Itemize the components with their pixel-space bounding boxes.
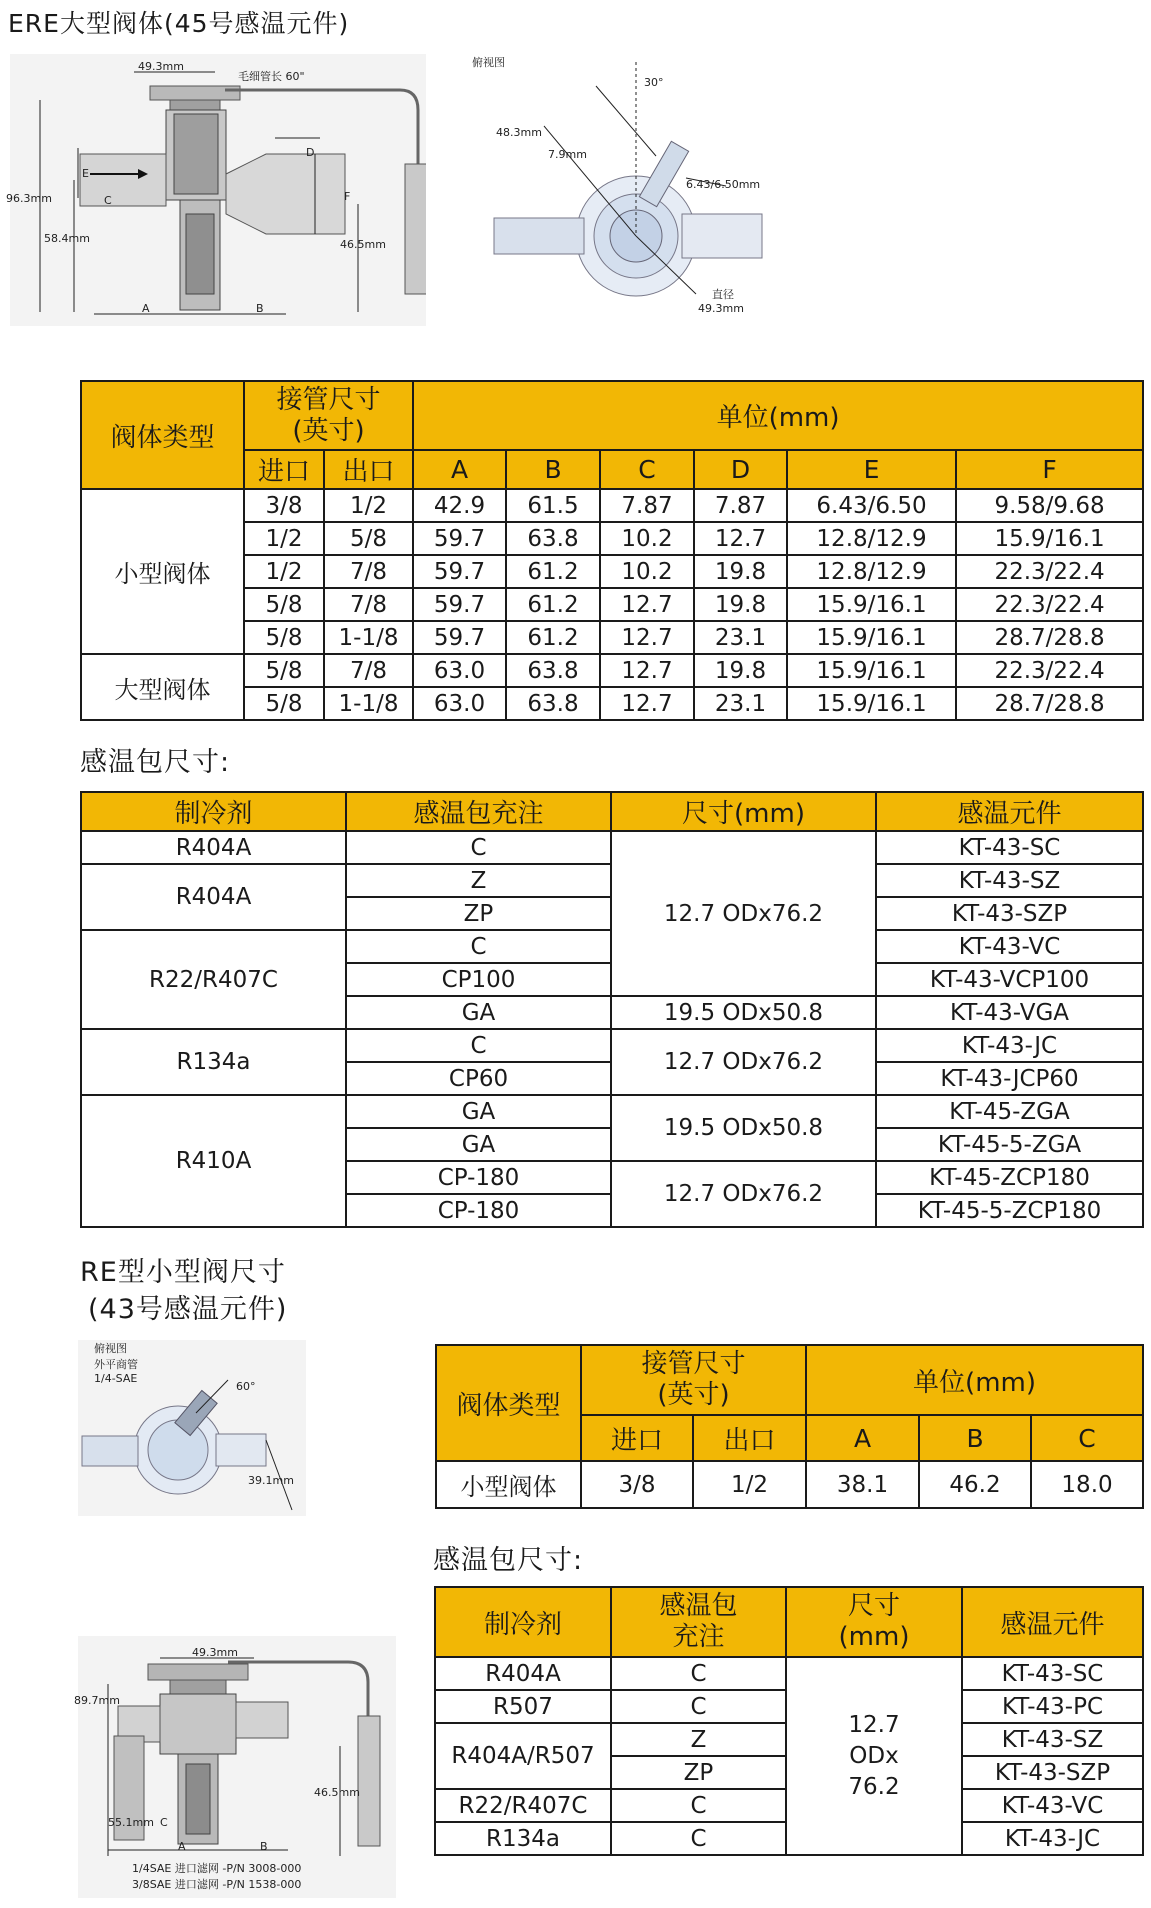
bt1-cell-refrigerant: R22/R407C <box>81 930 346 1029</box>
bt1-data-row <box>81 831 1143 864</box>
ere-dim-f: F <box>344 190 351 203</box>
bt2-cell-element: KT-43-SZP <box>962 1756 1143 1789</box>
re-top-line1: 俯视图 <box>94 1342 127 1355</box>
ere-dim-top-width: 49.3mm <box>138 60 184 73</box>
vt1-cell-d: 23.1 <box>694 621 787 654</box>
bt1-cell-charge: CP100 <box>346 963 611 996</box>
bt2-cell-element: KT-43-SC <box>962 1657 1143 1690</box>
bt2-cell-element: KT-43-SZ <box>962 1723 1143 1756</box>
bt2-cell-charge: Z <box>611 1723 786 1756</box>
re-top-angle: 60° <box>236 1380 256 1393</box>
bt2-size-line-1: 12.7 <box>848 1711 900 1738</box>
vt1-cell-f: 22.3/22.4 <box>956 654 1143 687</box>
bt2-header-size-l2: (mm) <box>838 1622 910 1652</box>
vt1-cell-outlet: 1/2 <box>324 489 413 522</box>
vt1-cell-e: 12.8/12.9 <box>787 522 956 555</box>
bt1-cell-refrigerant: R410A <box>81 1095 346 1227</box>
bt2-cell-refrigerant: R404A <box>435 1657 611 1690</box>
vt1-cell-e: 15.9/16.1 <box>787 654 956 687</box>
bt1-cell-charge: GA <box>346 1095 611 1128</box>
re-front-dim-a: A <box>178 1840 186 1853</box>
vt1-cell-body-type: 小型阀体 <box>81 489 244 654</box>
vt1-cell-b: 61.2 <box>506 588 600 621</box>
vt1-cell-d: 12.7 <box>694 522 787 555</box>
vt2-header-connection-label: 接管尺寸 <box>641 1349 746 1379</box>
bt1-cell-charge: CP-180 <box>346 1194 611 1227</box>
bt1-cell-charge: CP-180 <box>346 1161 611 1194</box>
bt1-cell-element: KT-45-5-ZGA <box>876 1128 1143 1161</box>
bt2-cell-size <box>786 1657 962 1855</box>
vt2-header-connection-unit: (英寸) <box>657 1380 730 1410</box>
re-front-height-outlet: 46.5mm <box>314 1786 360 1799</box>
bt2-cell-refrigerant: R134a <box>435 1822 611 1855</box>
vt2-cell-c: 18.0 <box>1031 1461 1143 1508</box>
vt1-cell-a: 42.9 <box>413 489 506 522</box>
bt2-cell-charge: C <box>611 1690 786 1723</box>
vt1-cell-f: 9.58/9.68 <box>956 489 1143 522</box>
bt1-cell-size: 12.7 ODx76.2 <box>611 1029 876 1095</box>
vt1-cell-b: 63.8 <box>506 654 600 687</box>
bt1-cell-charge: GA <box>346 996 611 1029</box>
vt1-cell-body-type: 大型阀体 <box>81 654 244 720</box>
bt1-header-refrigerant: 制冷剂 <box>81 792 346 831</box>
vt1-cell-c: 12.7 <box>600 687 694 720</box>
vt1-cell-outlet: 7/8 <box>324 555 413 588</box>
vt1-cell-f: 22.3/22.4 <box>956 588 1143 621</box>
vt1-cell-c: 12.7 <box>600 621 694 654</box>
vt1-header-col-b: B <box>506 450 600 489</box>
bt2-header-size-l1: 尺寸 <box>847 1591 900 1621</box>
ere-top-dim1: 48.3mm <box>496 126 542 139</box>
vt1-cell-a: 59.7 <box>413 588 506 621</box>
bt2-size-line-2: ODx <box>849 1742 899 1769</box>
vt1-header-outlet: 出口 <box>324 450 413 489</box>
bt2-cell-refrigerant: R22/R407C <box>435 1789 611 1822</box>
bt2-header-refrigerant: 制冷剂 <box>435 1587 611 1657</box>
bt1-header-charge: 感温包充注 <box>346 792 611 831</box>
bt1-cell-element: KT-45-ZGA <box>876 1095 1143 1128</box>
bt2-header-charge <box>611 1587 786 1657</box>
vt2-cell-b: 46.2 <box>919 1461 1031 1508</box>
bt2-cell-element: KT-43-PC <box>962 1690 1143 1723</box>
vt1-cell-c: 12.7 <box>600 654 694 687</box>
vt1-cell-inlet: 1/2 <box>244 555 324 588</box>
bt1-cell-element: KT-43-VCP100 <box>876 963 1143 996</box>
ere-dim-d: D <box>306 146 315 159</box>
re-front-width: 49.3mm <box>192 1646 238 1659</box>
vt2-header-col-b: B <box>919 1415 1031 1461</box>
bt2-cell-refrigerant: R507 <box>435 1690 611 1723</box>
bt1-cell-refrigerant: R134a <box>81 1029 346 1095</box>
vt2-data-row <box>436 1461 1143 1508</box>
vt1-cell-outlet: 5/8 <box>324 522 413 555</box>
ere-dim-b: B <box>256 302 264 315</box>
vt1-cell-d: 7.87 <box>694 489 787 522</box>
vt1-header-col-f: F <box>956 450 1143 489</box>
vt1-cell-outlet: 1-1/8 <box>324 621 413 654</box>
bt2-header-charge-l2: 充注 <box>672 1622 725 1652</box>
re-front-height-inlet: 55.1mm <box>108 1816 154 1829</box>
bt1-cell-size: 12.7 ODx76.2 <box>611 1161 876 1227</box>
bt1-cell-element: KT-43-SZP <box>876 897 1143 930</box>
vt1-cell-inlet: 1/2 <box>244 522 324 555</box>
ere-dim-c: C <box>104 194 112 207</box>
bulb-section-title-2: 感温包尺寸: <box>433 1545 584 1576</box>
vt2-cell-type: 小型阀体 <box>436 1461 581 1508</box>
vt1-cell-d: 23.1 <box>694 687 787 720</box>
vt2-cell-outlet: 1/2 <box>693 1461 806 1508</box>
vt1-data-row <box>81 654 1143 687</box>
ere-top-view-diagram <box>472 46 768 318</box>
bulb-size-table-1 <box>80 791 1144 1228</box>
bt2-cell-refrigerant: R404A/R507 <box>435 1723 611 1789</box>
bt1-cell-size: 19.5 ODx50.8 <box>611 996 876 1029</box>
ere-dim-height-total: 96.3mm <box>6 192 52 205</box>
re-top-view-diagram <box>78 1340 306 1516</box>
re-front-height-total: 89.7mm <box>74 1694 120 1707</box>
ere-dim-height-inlet: 58.4mm <box>44 232 90 245</box>
bt1-cell-element: KT-43-VGA <box>876 996 1143 1029</box>
vt2-header-col-a: A <box>806 1415 919 1461</box>
vt1-cell-f: 28.7/28.8 <box>956 621 1143 654</box>
re-front-diagram <box>74 1636 396 1898</box>
vt1-cell-b: 61.5 <box>506 489 600 522</box>
vt1-cell-inlet: 5/8 <box>244 687 324 720</box>
re-front-note1: 1/4SAE 进口滤网 -P/N 3008-000 <box>132 1862 302 1875</box>
bt1-cell-refrigerant: R404A <box>81 864 346 930</box>
ere-top-dim3: 6.43/6.50mm <box>686 178 761 191</box>
bt1-data-row <box>81 1029 1143 1062</box>
bt1-data-row <box>81 1095 1143 1128</box>
ere-dim-e: E <box>82 167 89 180</box>
bt1-cell-element: KT-43-JCP60 <box>876 1062 1143 1095</box>
vt1-cell-d: 19.8 <box>694 588 787 621</box>
re-top-dim: 39.1mm <box>248 1474 294 1487</box>
bulb-section-title-1: 感温包尺寸: <box>80 747 231 778</box>
bt2-header-element: 感温元件 <box>962 1587 1143 1657</box>
vt1-header-col-c: C <box>600 450 694 489</box>
re-section-title-line2: (43号感温元件) <box>88 1294 288 1325</box>
vt1-header-col-e: E <box>787 450 956 489</box>
vt2-header-connection <box>581 1345 806 1415</box>
vt1-cell-c: 12.7 <box>600 588 694 621</box>
vt1-header-col-d: D <box>694 450 787 489</box>
vt1-header-connection <box>244 381 413 450</box>
vt1-cell-outlet: 7/8 <box>324 654 413 687</box>
re-top-line3: 1/4-SAE <box>94 1372 138 1385</box>
bt1-cell-element: KT-45-5-ZCP180 <box>876 1194 1143 1227</box>
bt2-header-size <box>786 1587 962 1657</box>
bt2-header-charge-l1: 感温包 <box>659 1591 738 1621</box>
vt2-header-outlet: 出口 <box>693 1415 806 1461</box>
bt1-cell-size: 19.5 ODx50.8 <box>611 1095 876 1161</box>
vt1-header-col-a: A <box>413 450 506 489</box>
vt1-cell-outlet: 7/8 <box>324 588 413 621</box>
bt1-cell-element: KT-43-SC <box>876 831 1143 864</box>
vt1-cell-e: 12.8/12.9 <box>787 555 956 588</box>
vt1-cell-e: 6.43/6.50 <box>787 489 956 522</box>
vt1-header-inlet: 进口 <box>244 450 324 489</box>
vt1-cell-b: 61.2 <box>506 621 600 654</box>
vt1-cell-inlet: 5/8 <box>244 588 324 621</box>
bt1-cell-element: KT-43-VC <box>876 930 1143 963</box>
bt1-cell-element: KT-45-ZCP180 <box>876 1161 1143 1194</box>
bt1-cell-refrigerant: R404A <box>81 831 346 864</box>
bt1-cell-charge: C <box>346 831 611 864</box>
vt1-cell-d: 19.8 <box>694 555 787 588</box>
vt1-cell-a: 59.7 <box>413 621 506 654</box>
bt1-header-element: 感温元件 <box>876 792 1143 831</box>
ere-dim-capillary: 毛细管长 60" <box>238 70 305 83</box>
vt1-cell-f: 22.3/22.4 <box>956 555 1143 588</box>
valve-dimension-table-large <box>80 380 1144 721</box>
vt1-cell-b: 63.8 <box>506 687 600 720</box>
vt1-cell-e: 15.9/16.1 <box>787 687 956 720</box>
re-front-dim-c: C <box>160 1816 168 1829</box>
vt1-cell-inlet: 3/8 <box>244 489 324 522</box>
bt1-cell-size: 12.7 ODx76.2 <box>611 831 876 996</box>
bt2-cell-charge: C <box>611 1822 786 1855</box>
vt1-header-body-type: 阀体类型 <box>81 381 244 489</box>
vt1-cell-e: 15.9/16.1 <box>787 621 956 654</box>
bt2-cell-element: KT-43-VC <box>962 1789 1143 1822</box>
ere-top-diameter: 49.3mm <box>698 302 744 315</box>
ere-front-diagram <box>6 54 426 326</box>
re-front-dim-b: B <box>260 1840 268 1853</box>
vt1-header-connection-unit: (英寸) <box>292 415 365 446</box>
vt1-cell-c: 10.2 <box>600 555 694 588</box>
bt1-cell-charge: C <box>346 930 611 963</box>
bt2-cell-charge: C <box>611 1789 786 1822</box>
bt1-header-size: 尺寸(mm) <box>611 792 876 831</box>
vt2-cell-a: 38.1 <box>806 1461 919 1508</box>
re-top-line2: 外平商管 <box>94 1358 138 1371</box>
bt1-cell-charge: ZP <box>346 897 611 930</box>
vt1-header-connection-label: 接管尺寸 <box>276 384 381 415</box>
ere-section-title: ERE大型阀体(45号感温元件) <box>8 9 350 38</box>
vt1-cell-c: 7.87 <box>600 489 694 522</box>
vt1-cell-d: 19.8 <box>694 654 787 687</box>
bt1-cell-charge: GA <box>346 1128 611 1161</box>
vt1-cell-inlet: 5/8 <box>244 621 324 654</box>
ere-top-diameter-label: 直径 <box>712 288 734 301</box>
bt2-cell-element: KT-43-JC <box>962 1822 1143 1855</box>
bt1-cell-charge: CP60 <box>346 1062 611 1095</box>
vt1-cell-f: 15.9/16.1 <box>956 522 1143 555</box>
vt1-cell-outlet: 1-1/8 <box>324 687 413 720</box>
vt1-cell-a: 63.0 <box>413 654 506 687</box>
vt1-cell-a: 63.0 <box>413 687 506 720</box>
valve-dimension-table-small <box>435 1344 1144 1509</box>
bulb-size-table-2 <box>434 1586 1144 1856</box>
vt1-data-row <box>81 489 1143 522</box>
vt1-cell-e: 15.9/16.1 <box>787 588 956 621</box>
ere-top-dim2: 7.9mm <box>548 148 587 161</box>
re-front-note2: 3/8SAE 进口滤网 -P/N 1538-000 <box>132 1878 302 1891</box>
vt1-cell-b: 63.8 <box>506 522 600 555</box>
bt2-size-line-3: 76.2 <box>848 1773 900 1800</box>
vt1-cell-c: 10.2 <box>600 522 694 555</box>
re-section-title-line1: RE型小型阀尺寸 <box>80 1257 286 1288</box>
vt1-cell-a: 59.7 <box>413 555 506 588</box>
vt2-cell-inlet: 3/8 <box>581 1461 693 1508</box>
vt1-cell-f: 28.7/28.8 <box>956 687 1143 720</box>
vt1-cell-inlet: 5/8 <box>244 654 324 687</box>
vt2-header-inlet: 进口 <box>581 1415 693 1461</box>
bt2-cell-charge: ZP <box>611 1756 786 1789</box>
vt2-header-unit: 单位(mm) <box>806 1345 1143 1415</box>
bt1-cell-element: KT-43-SZ <box>876 864 1143 897</box>
ere-dim-height-outlet: 46.5mm <box>340 238 386 251</box>
ere-dim-a: A <box>142 302 150 315</box>
vt1-cell-b: 61.2 <box>506 555 600 588</box>
bt1-cell-element: KT-43-JC <box>876 1029 1143 1062</box>
bt1-cell-charge: C <box>346 1029 611 1062</box>
ere-top-title: 俯视图 <box>472 56 505 69</box>
vt2-header-col-c: C <box>1031 1415 1143 1461</box>
bt2-data-row <box>435 1657 1143 1690</box>
vt1-header-unit: 单位(mm) <box>413 381 1143 450</box>
bt2-cell-charge: C <box>611 1657 786 1690</box>
bt1-cell-charge: Z <box>346 864 611 897</box>
vt2-header-body-type: 阀体类型 <box>436 1345 581 1461</box>
vt1-cell-a: 59.7 <box>413 522 506 555</box>
ere-top-angle: 30° <box>644 76 664 89</box>
